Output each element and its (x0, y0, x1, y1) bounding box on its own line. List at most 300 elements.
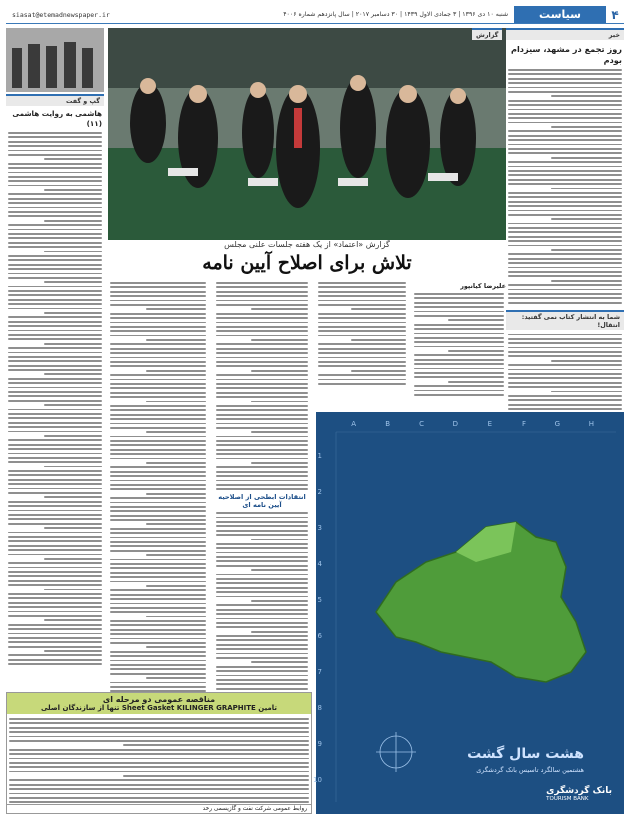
text-line (110, 396, 206, 398)
text-line (8, 338, 102, 340)
article-column-2-body (316, 282, 408, 385)
text-line (216, 521, 308, 523)
text-line (414, 363, 504, 365)
text-line (9, 727, 309, 729)
text-line (318, 291, 406, 293)
notice-body (7, 718, 311, 803)
text-line (508, 73, 622, 75)
text-line (8, 461, 102, 463)
header-info (6, 6, 514, 23)
notice-title: مناقصه عمومی دو مرحله ای (102, 695, 216, 704)
grid-letter: E (487, 420, 492, 428)
text-line (216, 304, 308, 306)
left-column-body (6, 132, 104, 665)
text-line (318, 330, 406, 332)
grid-number: 8 (317, 704, 322, 712)
grid-number: 7 (317, 668, 322, 676)
ad-subtitle: هشتمین سالگرد تاسیس بانک گردشگری (476, 766, 584, 774)
article-subhead: انتقادات ابطحی از اصلاحیه آیین نامه ای (218, 493, 306, 510)
text-line (146, 462, 206, 464)
text-line (448, 319, 504, 321)
text-line (8, 180, 102, 182)
right-column-tag: خبر (506, 28, 624, 40)
text-line (318, 317, 406, 319)
text-line (551, 280, 622, 282)
grid-number: 9 (317, 740, 322, 748)
text-line (508, 334, 622, 336)
text-line (216, 313, 308, 315)
text-line (414, 324, 504, 326)
text-line (414, 302, 504, 304)
grid-number: 5 (317, 596, 322, 604)
text-line (508, 275, 622, 277)
text-line (8, 145, 102, 147)
ad-brand-name: بانک گردشگری (546, 786, 612, 796)
text-line (110, 361, 206, 363)
text-line (8, 334, 102, 336)
grid-number: 6 (317, 632, 322, 640)
text-line (318, 383, 406, 385)
article-column-2 (316, 282, 408, 385)
text-line (8, 514, 102, 516)
text-line (8, 391, 102, 393)
text-line (110, 313, 206, 315)
text-line (216, 414, 308, 416)
text-line (216, 317, 308, 319)
text-line (110, 357, 206, 359)
text-line (8, 198, 102, 200)
text-line (110, 414, 206, 416)
text-line (8, 365, 102, 367)
text-line (110, 379, 206, 381)
text-line (216, 383, 308, 385)
text-line (110, 686, 206, 688)
text-line (318, 295, 406, 297)
text-line (8, 330, 102, 332)
text-line (110, 576, 206, 578)
text-line (8, 360, 102, 362)
text-line (251, 401, 308, 403)
text-line (110, 633, 206, 635)
text-line (508, 245, 622, 247)
text-line (318, 282, 406, 284)
text-line (110, 620, 206, 622)
text-line (8, 136, 102, 138)
text-line (8, 606, 102, 608)
text-line (216, 418, 308, 420)
ad-title: هشت سال گشت (467, 746, 584, 762)
text-line (216, 587, 308, 589)
text-line (9, 788, 309, 790)
text-line (44, 158, 102, 160)
text-line (216, 488, 308, 490)
left-column-tag: گپ و گفت (6, 94, 104, 106)
text-line (146, 585, 206, 587)
parliament-photo (108, 28, 506, 240)
text-line (110, 295, 206, 297)
text-line (110, 682, 206, 684)
text-line (8, 242, 102, 244)
text-line (508, 227, 622, 229)
text-line (8, 615, 102, 617)
article-column-1 (412, 282, 506, 396)
text-line (110, 418, 206, 420)
text-line (508, 91, 622, 93)
text-line (251, 431, 308, 433)
text-line (551, 391, 622, 393)
tourism-bank-ad (313, 412, 624, 814)
text-line (216, 596, 308, 598)
text-line (8, 611, 102, 613)
text-line (508, 223, 622, 225)
text-line (110, 405, 206, 407)
text-line (123, 775, 309, 777)
notice-footer (7, 804, 311, 813)
text-line (110, 664, 206, 666)
text-line (44, 312, 102, 314)
historic-photo (6, 28, 104, 92)
text-line (8, 628, 102, 630)
text-line (318, 300, 406, 302)
text-line (216, 688, 308, 690)
text-line (318, 374, 406, 376)
text-line (216, 547, 308, 549)
text-line (508, 104, 622, 106)
text-line (216, 578, 308, 580)
text-line (8, 654, 102, 656)
text-line (216, 475, 308, 477)
historic-photo-image (6, 28, 104, 92)
text-line (216, 396, 308, 398)
text-line (44, 466, 102, 468)
text-line (8, 633, 102, 635)
text-line (508, 399, 622, 401)
text-line (9, 793, 309, 795)
text-line (508, 122, 622, 124)
text-line (8, 659, 102, 661)
text-line (110, 506, 206, 508)
text-line (216, 670, 308, 672)
text-line (44, 220, 102, 222)
text-line (216, 427, 308, 429)
grid-letter: A (351, 420, 356, 428)
text-line (508, 364, 622, 366)
text-line (9, 736, 309, 738)
text-line (448, 350, 504, 352)
text-line (508, 386, 622, 388)
text-line (216, 453, 308, 455)
date-line: شنبه ۱۰ دی ۱۳۹۶ | ۳ جمادی الاول ۱۴۳۹ | ۳۰ دسامبر ۲۰۱۷ | سال پانزدهم شماره ۴۰۰۶ (283, 11, 508, 18)
text-line (110, 589, 206, 591)
text-line (110, 449, 206, 451)
right-column (506, 28, 624, 408)
text-line (216, 471, 308, 473)
text-line (9, 779, 309, 781)
ad-brand (546, 786, 612, 802)
text-line (508, 236, 622, 238)
text-line (414, 385, 504, 387)
text-line (44, 373, 102, 375)
text-line (216, 530, 308, 532)
text-line (8, 233, 102, 235)
text-line (110, 471, 206, 473)
text-line (8, 202, 102, 204)
page-number: ۴ (606, 6, 624, 23)
text-line (508, 262, 622, 264)
text-line (8, 154, 102, 156)
text-line (9, 801, 309, 803)
text-line (508, 342, 622, 344)
text-line (8, 549, 102, 551)
text-line (110, 660, 206, 662)
text-line (146, 431, 206, 433)
text-line (414, 394, 504, 396)
text-line (146, 523, 206, 525)
text-line (251, 631, 308, 633)
text-line (216, 458, 308, 460)
text-line (414, 376, 504, 378)
text-line (414, 359, 504, 361)
notice-footer-text: روابط عمومی شرکت نفت و گازیسمی رخد (202, 806, 307, 812)
text-line (508, 214, 622, 216)
text-line (216, 591, 308, 593)
text-line (8, 409, 102, 411)
text-line (318, 357, 406, 359)
text-line (414, 293, 504, 295)
text-line (508, 174, 622, 176)
grid-letter: C (419, 420, 424, 428)
headline: تلاش برای اصلاح آیین نامه (202, 252, 412, 274)
text-line (110, 607, 206, 609)
text-line (351, 339, 406, 341)
text-line (251, 600, 308, 602)
text-line (110, 423, 206, 425)
text-line (8, 426, 102, 428)
text-line (8, 211, 102, 213)
text-line (216, 484, 308, 486)
text-line (216, 322, 308, 324)
grid-letter: D (452, 420, 458, 428)
text-line (414, 372, 504, 374)
text-line (508, 408, 622, 410)
text-line (8, 510, 102, 512)
text-line (216, 609, 308, 611)
text-line (508, 210, 622, 212)
text-line (8, 356, 102, 358)
section-title: سیاست (514, 6, 606, 23)
text-line (216, 512, 308, 514)
text-line (110, 475, 206, 477)
text-line (508, 240, 622, 242)
text-line (318, 286, 406, 288)
text-line (508, 100, 622, 102)
text-line (9, 753, 309, 755)
text-line (8, 352, 102, 354)
text-line (216, 618, 308, 620)
text-line (8, 540, 102, 542)
text-line (8, 567, 102, 569)
text-line (110, 541, 206, 543)
text-line (8, 663, 102, 665)
text-line (216, 409, 308, 411)
photo-tag: گزارش (472, 28, 502, 40)
grid-letter: B (385, 420, 390, 428)
text-line (110, 519, 206, 521)
text-line (216, 517, 308, 519)
text-line (110, 409, 206, 411)
text-line (110, 365, 206, 367)
text-line (8, 294, 102, 296)
ad-brand-english: TOURISM BANK (546, 796, 589, 802)
text-line (216, 653, 308, 655)
text-line (110, 480, 206, 482)
text-line (508, 113, 622, 115)
text-line (251, 370, 308, 372)
text-line (508, 369, 622, 371)
text-line (110, 537, 206, 539)
section-email: siasat@etemadnewspaper.ir (12, 10, 110, 19)
text-line (508, 170, 622, 172)
text-line (110, 387, 206, 389)
text-line (216, 379, 308, 381)
text-line (8, 624, 102, 626)
text-line (216, 440, 308, 442)
text-line (216, 286, 308, 288)
text-line (216, 613, 308, 615)
text-line (508, 271, 622, 273)
text-line (318, 335, 406, 337)
text-line (8, 141, 102, 143)
text-line (8, 273, 102, 275)
text-line (44, 496, 102, 498)
text-line (8, 277, 102, 279)
text-line (318, 379, 406, 381)
text-line (216, 626, 308, 628)
text-line (216, 565, 308, 567)
text-line (146, 370, 206, 372)
text-line (216, 666, 308, 668)
text-line (216, 622, 308, 624)
grid-number: 10 (313, 776, 322, 784)
text-line (110, 322, 206, 324)
parliament-photo-image (108, 28, 506, 240)
text-line (508, 166, 622, 168)
text-line (508, 205, 622, 207)
text-line (8, 215, 102, 217)
text-line (8, 439, 102, 441)
text-line (8, 474, 102, 476)
text-line (44, 619, 102, 621)
text-line (8, 571, 102, 573)
text-line (8, 316, 102, 318)
text-line (146, 493, 206, 495)
text-line (414, 306, 504, 308)
text-line (8, 488, 102, 490)
text-line (8, 584, 102, 586)
text-line (216, 543, 308, 545)
grid-number: 4 (317, 560, 322, 568)
text-line (318, 365, 406, 367)
text-line (110, 594, 206, 596)
text-line (551, 95, 622, 97)
text-line (508, 382, 622, 384)
text-line (8, 431, 102, 433)
left-column-title: هاشمی به روایت هاشمی (۱۱) (12, 109, 102, 128)
text-line (110, 317, 206, 319)
text-line (8, 532, 102, 534)
text-line (318, 304, 406, 306)
text-line (8, 369, 102, 371)
text-line (8, 597, 102, 599)
text-line (44, 251, 102, 253)
text-line (8, 448, 102, 450)
text-line (8, 207, 102, 209)
text-line (508, 351, 622, 353)
text-line (318, 313, 406, 315)
text-line (414, 368, 504, 370)
text-line (551, 218, 622, 220)
text-line (110, 642, 206, 644)
text-line (110, 335, 206, 337)
text-line (146, 308, 206, 310)
text-line (508, 377, 622, 379)
text-line (9, 749, 309, 751)
text-line (318, 326, 406, 328)
text-line (8, 229, 102, 231)
text-line (9, 722, 309, 724)
text-line (551, 157, 622, 159)
text-line (110, 655, 206, 657)
text-line (508, 179, 622, 181)
text-line (216, 330, 308, 332)
right-column-tag-2: شما به انتشار کتاب نمی گفتید: انتقال! (506, 310, 624, 330)
text-line (508, 338, 622, 340)
tender-notice (6, 692, 312, 814)
text-line (8, 299, 102, 301)
text-line (508, 117, 622, 119)
text-line (110, 326, 206, 328)
text-line (216, 326, 308, 328)
text-line (216, 365, 308, 367)
text-line (110, 528, 206, 530)
text-line (110, 563, 206, 565)
text-line (251, 308, 308, 310)
text-line (551, 249, 622, 251)
text-line (110, 427, 206, 429)
text-line (110, 532, 206, 534)
text-line (216, 675, 308, 677)
grid-number: 3 (317, 524, 322, 532)
text-line (448, 381, 504, 383)
text-line (110, 300, 206, 302)
text-line (110, 651, 206, 653)
text-line (44, 650, 102, 652)
text-line (44, 404, 102, 406)
text-line (110, 550, 206, 552)
text-line (216, 534, 308, 536)
grid-letter: H (588, 420, 594, 428)
text-line (216, 348, 308, 350)
text-line (414, 297, 504, 299)
text-line (508, 192, 622, 194)
text-line (216, 392, 308, 394)
text-line (508, 196, 622, 198)
text-line (8, 387, 102, 389)
text-line (414, 333, 504, 335)
text-line (146, 401, 206, 403)
text-line (508, 231, 622, 233)
text-line (9, 771, 309, 773)
